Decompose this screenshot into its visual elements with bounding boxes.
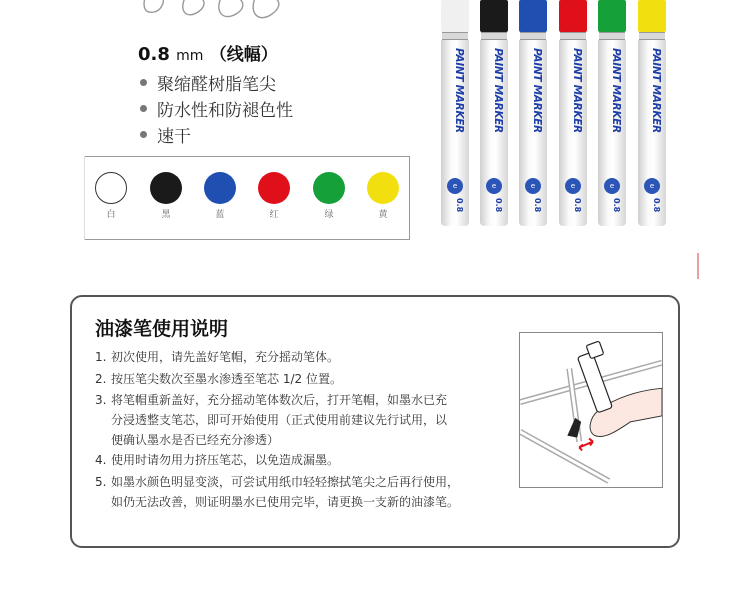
color-swatch-green — [313, 172, 345, 204]
step-number: 4. — [95, 453, 107, 467]
marker-size: 0.8 — [455, 198, 464, 213]
marker-collar — [639, 32, 665, 40]
color-swatch-yellow — [367, 172, 399, 204]
bullet-icon — [140, 105, 147, 112]
marker-cap — [638, 0, 666, 32]
marker-label: PAINT MARKER — [531, 48, 543, 133]
shake-marker-illustration — [519, 332, 663, 488]
marker-size: 0.8 — [652, 198, 661, 213]
line-width-unit: mm — [176, 48, 204, 64]
color-swatch-label: 黄 — [378, 210, 388, 220]
color-swatch-panel — [84, 156, 410, 240]
step-text: 如仍无法改善，则证明墨水已使用完毕，请更换一支新的油漆笔。 — [111, 495, 460, 509]
script-logo-fragment — [140, 0, 300, 30]
marker-collar — [481, 32, 507, 40]
instructions-title: 油漆笔使用说明 — [95, 318, 229, 340]
color-swatch-label: 红 — [269, 210, 279, 220]
paint-marker-red — [558, 0, 588, 232]
instruction-step — [95, 392, 447, 449]
marker-cap — [559, 0, 587, 32]
feature-item — [140, 70, 276, 95]
paint-marker-yellow — [637, 0, 667, 232]
color-swatch-label: 黑 — [161, 210, 171, 220]
feature-text: 速干 — [157, 127, 191, 147]
marker-size: 0.8 — [573, 198, 582, 213]
marker-logo-icon: e — [486, 178, 502, 194]
marker-logo-icon: e — [525, 178, 541, 194]
marker-logo-icon: e — [447, 178, 463, 194]
line-width-spec — [138, 40, 278, 65]
paint-marker-blue — [518, 0, 548, 232]
paint-marker-white — [440, 0, 470, 232]
feature-item — [140, 122, 191, 147]
step-text: 将笔帽重新盖好，充分摇动笔体数次后，打开笔帽，如墨水已充 — [111, 393, 448, 407]
marker-size: 0.8 — [612, 198, 621, 213]
paint-marker-black — [479, 0, 509, 232]
marker-collar — [599, 32, 625, 40]
instruction-step — [95, 349, 339, 366]
marker-size: 0.8 — [533, 198, 542, 213]
marker-cap — [519, 0, 547, 32]
product-spec-section — [0, 0, 750, 260]
color-swatch-black — [150, 172, 182, 204]
feature-text: 防水性和防褪色性 — [157, 101, 293, 121]
step-text: 如墨水颜色明显变淡，可尝试用纸巾轻轻擦拭笔尖之后再行使用， — [111, 475, 460, 489]
feature-text: 聚缩醛树脂笔尖 — [157, 75, 276, 95]
step-text: 分浸透整支笔芯，即可开始使用（正式使用前建议先行试用，以 — [111, 413, 448, 427]
instruction-step — [95, 371, 342, 388]
decorative-divider — [697, 253, 699, 279]
marker-cap — [441, 0, 469, 32]
marker-label: PAINT MARKER — [453, 48, 465, 133]
step-number: 5. — [95, 475, 107, 489]
marker-label: PAINT MARKER — [610, 48, 622, 133]
color-swatch-blue — [204, 172, 236, 204]
marker-label: PAINT MARKER — [492, 48, 504, 133]
marker-label: PAINT MARKER — [571, 48, 583, 133]
color-swatch-label: 蓝 — [215, 210, 225, 220]
color-swatch-label: 白 — [106, 210, 116, 220]
step-text: 按压笔尖数次至墨水渗透至笔芯 1/2 位置。 — [111, 372, 342, 386]
marker-size: 0.8 — [494, 198, 503, 213]
marker-cap — [480, 0, 508, 32]
line-width-label: （线幅） — [209, 45, 278, 65]
line-width-value: 0.8 — [138, 44, 170, 65]
marker-label: PAINT MARKER — [650, 48, 662, 133]
color-swatch-label: 绿 — [324, 210, 334, 220]
marker-collar — [442, 32, 468, 40]
step-number: 2. — [95, 372, 107, 386]
step-text: 使用时请勿用力挤压笔芯，以免造成漏墨。 — [111, 453, 340, 467]
marker-collar — [520, 32, 546, 40]
marker-cap — [598, 0, 626, 32]
marker-logo-icon: e — [565, 178, 581, 194]
bullet-icon — [140, 79, 147, 86]
color-swatch-white — [95, 172, 127, 204]
paint-marker-green — [597, 0, 627, 232]
marker-logo-icon: e — [644, 178, 660, 194]
color-swatch-panel-edge — [84, 156, 85, 240]
feature-item — [140, 96, 293, 121]
step-text: 初次使用，请先盖好笔帽，充分摇动笔体。 — [111, 350, 340, 364]
bullet-icon — [140, 131, 147, 138]
step-number: 1. — [95, 350, 107, 364]
color-swatch-red — [258, 172, 290, 204]
instruction-step — [95, 452, 339, 469]
step-text: 便确认墨水是否已经充分渗透） — [111, 433, 280, 447]
instruction-step — [95, 474, 459, 511]
marker-collar — [560, 32, 586, 40]
step-number: 3. — [95, 393, 107, 407]
marker-logo-icon: e — [604, 178, 620, 194]
